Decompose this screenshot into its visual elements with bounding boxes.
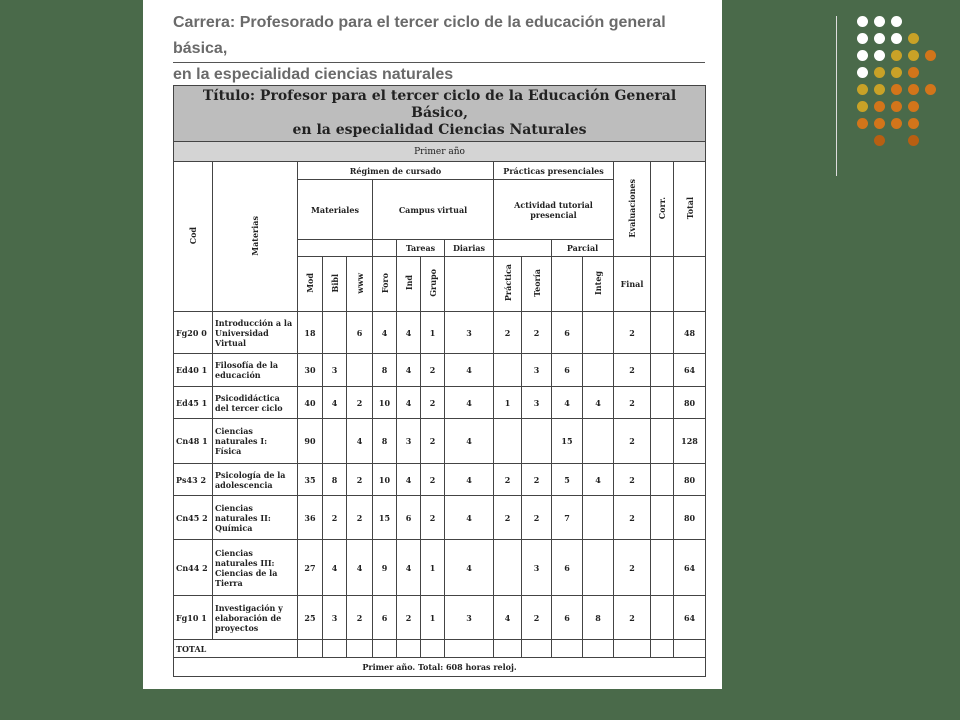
decor-dot <box>908 118 919 129</box>
header-label: Total <box>684 196 695 220</box>
career-heading <box>173 10 713 88</box>
decor-dot <box>857 67 868 78</box>
subheader-ind <box>397 257 421 312</box>
table-row: Fg10 1 Investigación y elaboración de proyectos 25 3 2 6 2 1 3 4 2 6 8 2 64 <box>174 596 706 640</box>
curriculum-table <box>173 85 706 677</box>
heading-line-2: en la especialidad ciencias naturales <box>173 66 454 83</box>
header-label: Mod <box>305 273 315 293</box>
header-materiales: Materiales <box>298 180 373 240</box>
header-practicas: Prácticas presenciales <box>494 162 614 180</box>
decor-dot <box>874 135 885 146</box>
header-total <box>674 162 706 257</box>
header-parcial: Parcial <box>552 240 614 257</box>
header-label: Corr. <box>657 196 667 220</box>
decor-dot <box>857 101 868 112</box>
decor-dot <box>874 50 885 61</box>
decor-dot <box>908 135 919 146</box>
header-final: Final <box>614 257 651 312</box>
total-row <box>174 640 706 658</box>
table-title-line-1: Título: Profesor para el tercer ciclo de la Educación General Básico, <box>202 88 677 121</box>
decor-dot <box>925 84 936 95</box>
decor-dot <box>908 84 919 95</box>
decor-dot <box>891 67 902 78</box>
decor-dot <box>891 118 902 129</box>
decorative-divider <box>836 16 837 176</box>
decor-dot <box>874 118 885 129</box>
heading-divider <box>173 62 705 63</box>
header-campus: Campus virtual <box>373 180 494 240</box>
decor-dot <box>891 16 902 27</box>
header-corr <box>651 162 674 257</box>
decor-dot <box>908 67 919 78</box>
subheader-teoria <box>522 257 552 312</box>
decor-dot <box>908 101 919 112</box>
header-label: Grupo <box>427 269 438 297</box>
total-label: TOTAL <box>174 640 298 658</box>
table-row: Ed45 1 Psicodidáctica del tercer ciclo 40 4 2 10 4 2 4 1 3 4 4 2 80 <box>174 387 706 419</box>
header-label: Ind <box>403 275 414 291</box>
table-row: Cn48 1 Ciencias naturales I: Física 90 4 8 3 2 4 15 2 128 <box>174 419 706 464</box>
header-label: Práctica <box>502 264 513 302</box>
year-label: Primer año <box>174 142 706 162</box>
table-row: Cn44 2 Ciencias naturales III: Ciencias de la Tierra 27 4 4 9 4 1 4 3 6 2 64 <box>174 540 706 596</box>
table-title <box>174 86 706 142</box>
subheader-bibl <box>323 257 347 312</box>
header-label: www <box>354 272 365 294</box>
decor-dot <box>857 16 868 27</box>
decor-dot <box>891 50 902 61</box>
decor-dot <box>925 50 936 61</box>
table-row: Fg20 0 Introducción a la Universidad Virtual 18 6 4 4 1 3 2 2 6 2 48 <box>174 312 706 354</box>
decor-dot <box>857 118 868 129</box>
header-tareas: Tareas <box>397 240 445 257</box>
decor-dot <box>874 33 885 44</box>
header-materias <box>213 162 298 312</box>
decor-dot <box>891 84 902 95</box>
decor-dot <box>908 33 919 44</box>
subheader-practica <box>494 257 522 312</box>
decor-dot <box>874 101 885 112</box>
table-row: Cn45 2 Ciencias naturales II: Química 36 2 2 15 6 2 4 2 2 7 2 80 <box>174 496 706 540</box>
subheader-integ <box>583 257 614 312</box>
subheader-grupo <box>421 257 445 312</box>
decor-dot <box>857 84 868 95</box>
header-label: Evaluaciones <box>627 178 637 238</box>
decor-dot <box>874 16 885 27</box>
header-diarias: Diarias <box>445 240 494 257</box>
heading-line-1: Carrera: Profesorado para el tercer ciclo de la educación general básica, <box>173 14 666 57</box>
header-regimen: Régimen de cursado <box>298 162 494 180</box>
decor-dot <box>857 33 868 44</box>
header-label: Integ <box>593 271 603 295</box>
decor-dot <box>857 50 868 61</box>
decor-dot <box>874 84 885 95</box>
header-label: Teoría <box>531 269 542 297</box>
header-actividad: Actividad tutorial presencial <box>494 180 614 240</box>
decor-dot <box>891 101 902 112</box>
table-title-line-2: en la especialidad Ciencias Naturales <box>292 122 587 138</box>
table-row: Ps43 2 Psicología de la adolescencia 35 8 2 10 4 2 4 2 2 5 4 2 80 <box>174 464 706 496</box>
header-label: Bibl <box>329 273 340 293</box>
header-label: Materias <box>250 215 260 256</box>
subheader-foro <box>373 257 397 312</box>
subheader-mod <box>298 257 323 312</box>
table-footer: Primer año. Total: 608 horas reloj. <box>174 658 706 677</box>
decor-dot <box>874 67 885 78</box>
header-label: Foro <box>379 272 390 294</box>
decor-dot <box>908 50 919 61</box>
document-page <box>143 0 722 689</box>
header-cod <box>174 162 213 312</box>
header-evaluaciones <box>614 162 651 257</box>
subheader-www <box>347 257 373 312</box>
decor-dot <box>891 33 902 44</box>
header-label: Cod <box>188 226 198 245</box>
table-row: Ed40 1 Filosofía de la educación 30 3 8 4 2 4 3 6 2 64 <box>174 354 706 387</box>
